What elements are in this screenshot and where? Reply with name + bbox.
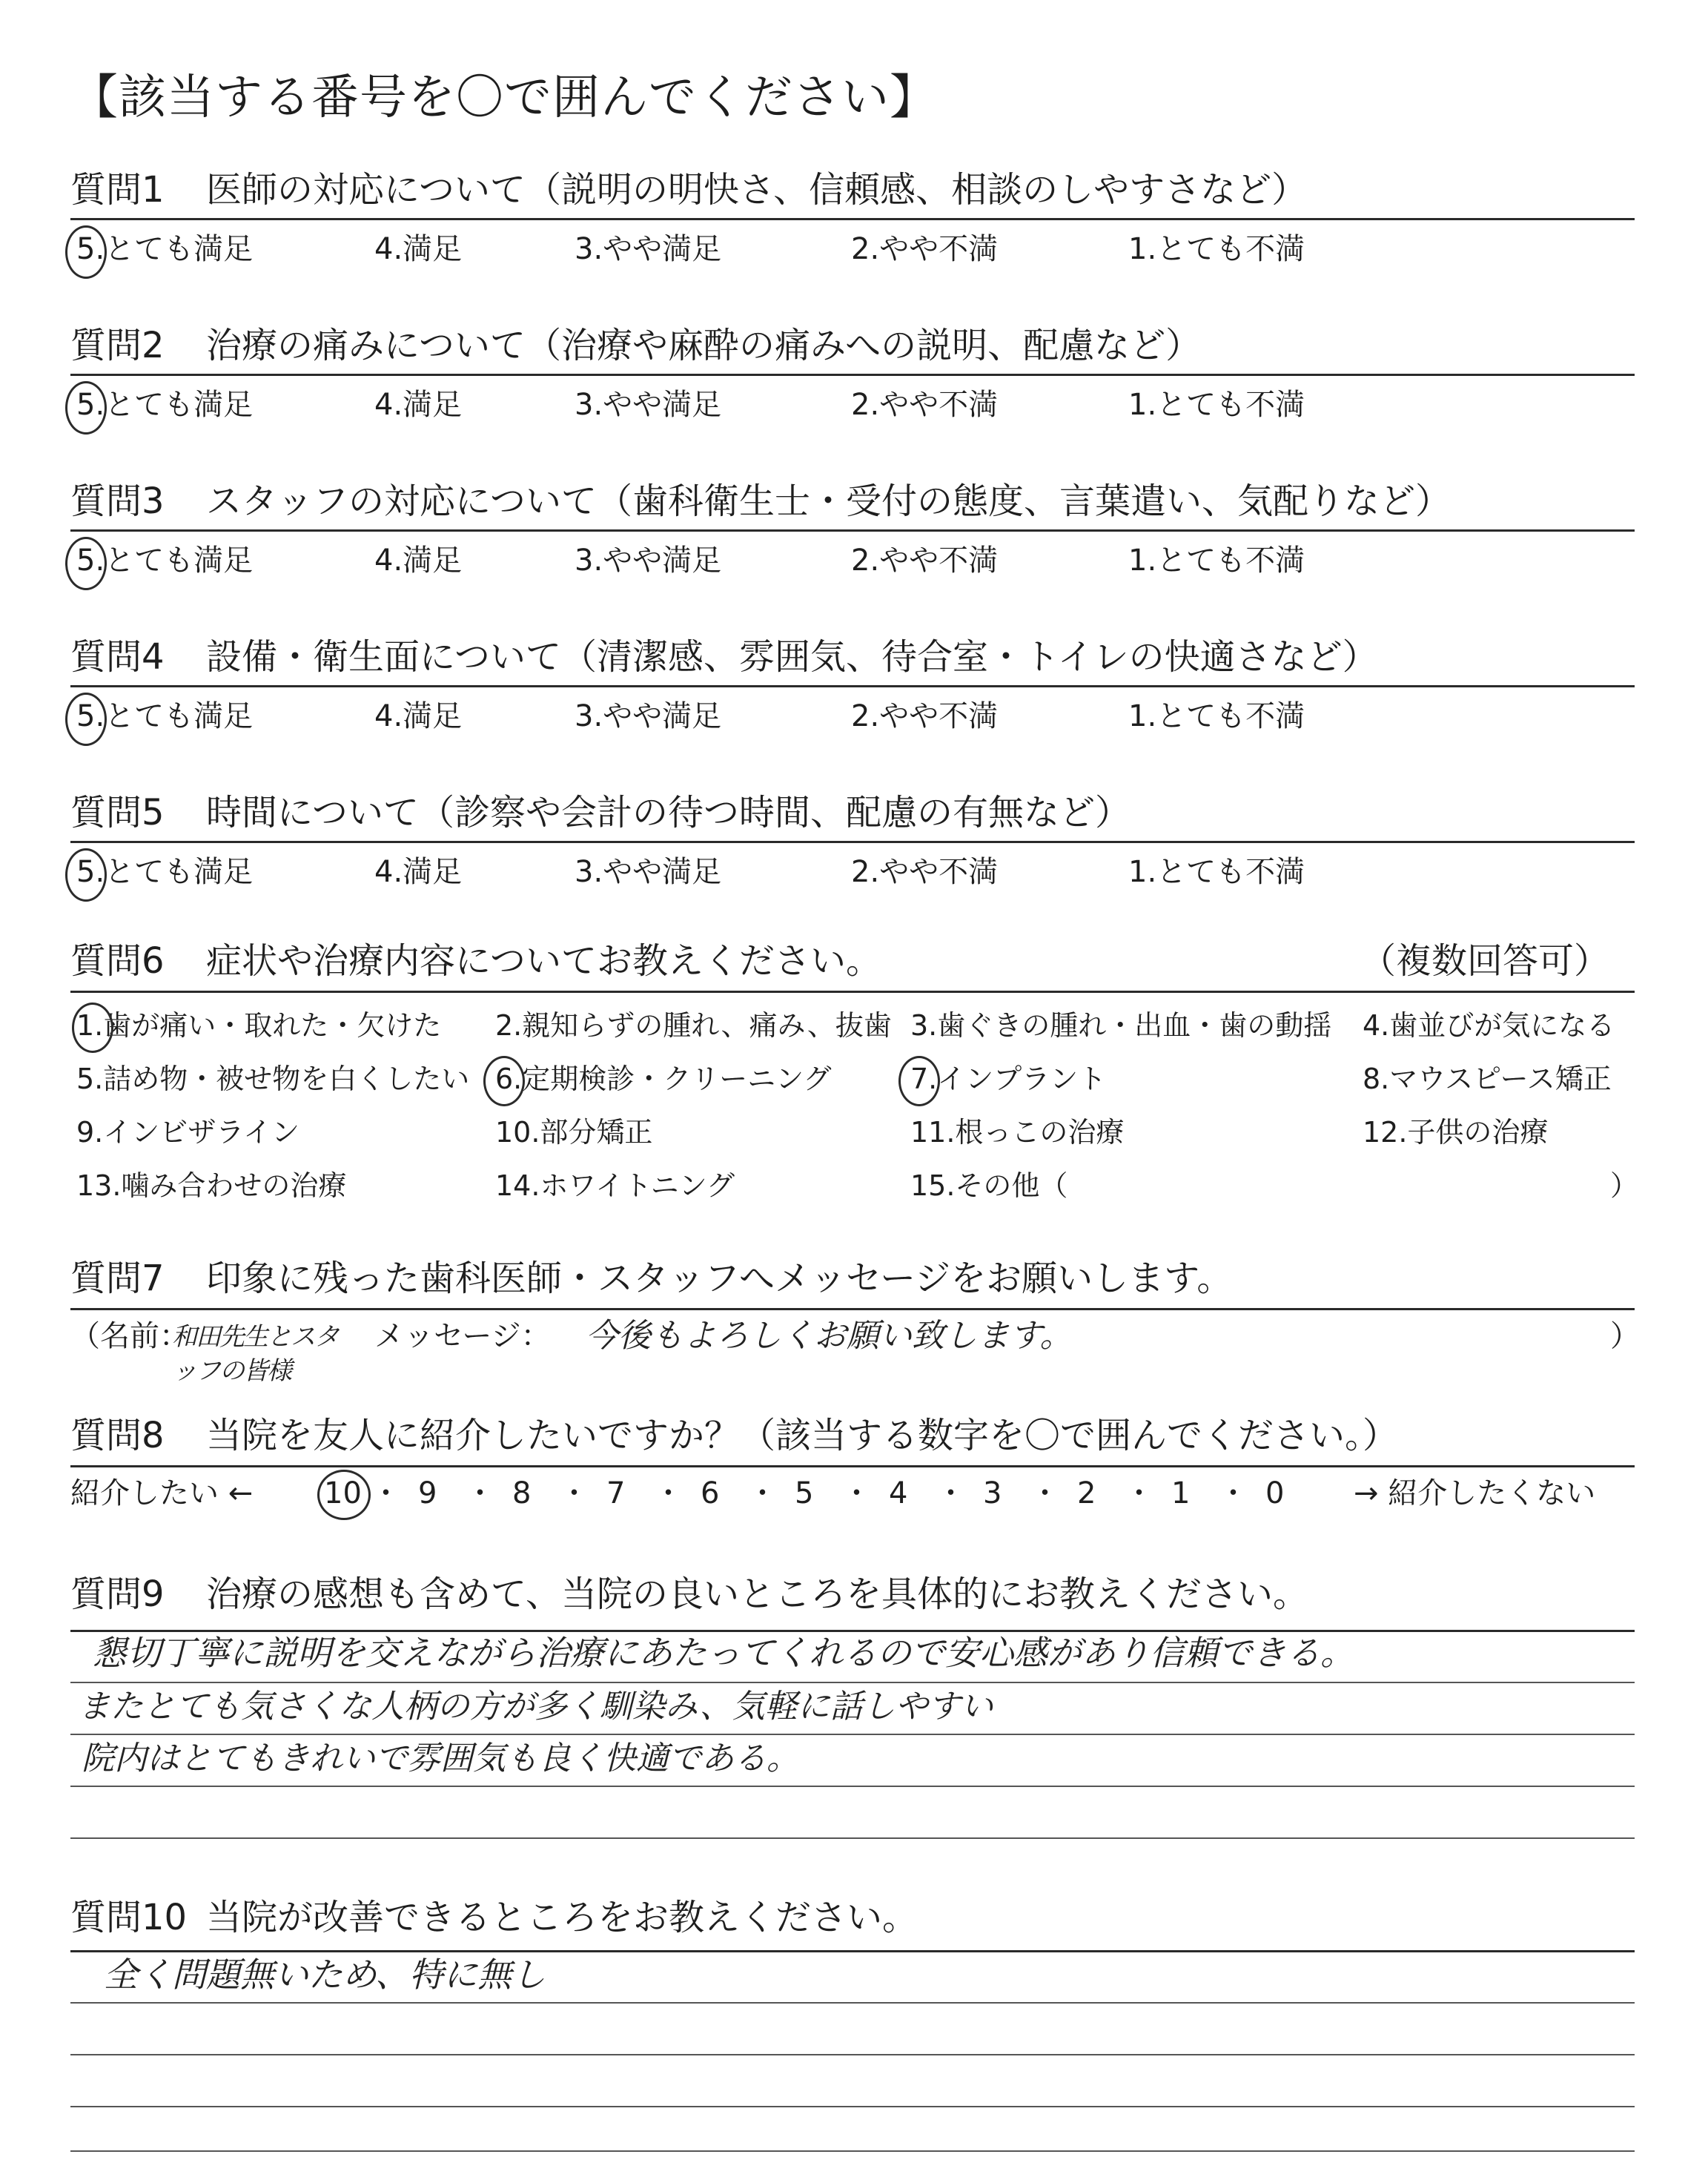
q9-answer-line-3[interactable]: 院内はとてもきれいで雰囲気も良く快適である。 bbox=[82, 1740, 799, 1777]
q6-selection-circle-7 bbox=[898, 1056, 940, 1106]
q9-label: 質問9 bbox=[70, 1573, 165, 1615]
q3-option-3[interactable]: 3.やや満足 bbox=[575, 544, 722, 578]
q6-option-14[interactable]: 14.ホワイトニング bbox=[495, 1169, 735, 1202]
q9-rule-5 bbox=[70, 1837, 1635, 1839]
q8-scale-separator: ・ bbox=[653, 1476, 683, 1510]
q5-option-2[interactable]: 2.やや不満 bbox=[851, 855, 999, 889]
q8-scale-separator: ・ bbox=[559, 1476, 589, 1510]
q6-rule bbox=[70, 991, 1635, 993]
q8-scale-3[interactable]: 3 bbox=[983, 1476, 1002, 1510]
q1-label: 質問1 bbox=[70, 169, 165, 211]
q8-right-label: → 紹介したくない bbox=[1354, 1476, 1596, 1510]
q9-rule-1 bbox=[70, 1630, 1635, 1632]
q6-option-2[interactable]: 2.親知らずの腫れ、痛み、抜歯 bbox=[495, 1009, 892, 1042]
q10-text: 当院が改善できるところをお教えください。 bbox=[206, 1897, 918, 1938]
q8-scale-10[interactable]: 10 bbox=[324, 1476, 362, 1510]
q10-rule-1 bbox=[70, 1950, 1635, 1952]
q1-option-3[interactable]: 3.やや満足 bbox=[575, 232, 722, 266]
q1-selection-circle bbox=[65, 225, 107, 279]
q8-rule bbox=[70, 1465, 1635, 1467]
q9-text: 治療の感想も含めて、当院の良いところを具体的にお教えください。 bbox=[206, 1573, 1309, 1615]
q2-text: 治療の痛みについて（治療や麻酔の痛みへの説明、配慮など） bbox=[206, 325, 1202, 366]
q8-scale-0[interactable]: 0 bbox=[1265, 1476, 1285, 1510]
q8-scale-separator: ・ bbox=[465, 1476, 495, 1510]
q7-message-value[interactable]: 今後もよろしくお願い致します。 bbox=[586, 1317, 1073, 1355]
q8-scale-4[interactable]: 4 bbox=[889, 1476, 908, 1510]
q5-option-1[interactable]: 1.とても不満 bbox=[1128, 855, 1305, 889]
q3-option-4[interactable]: 4.満足 bbox=[374, 544, 463, 578]
q8-scale-8[interactable]: 8 bbox=[512, 1476, 532, 1510]
q9-rule-4 bbox=[70, 1786, 1635, 1787]
q2-option-4[interactable]: 4.満足 bbox=[374, 388, 463, 422]
q6-option-1[interactable]: 1.歯が痛い・取れた・欠けた bbox=[76, 1009, 442, 1042]
q6-label: 質問6 bbox=[70, 940, 165, 982]
q8-text: 当院を友人に紹介したいですか？（該当する数字を〇で囲んでください。） bbox=[206, 1415, 1399, 1456]
q3-option-5[interactable]: 5.とても満足 bbox=[76, 544, 254, 578]
q8-left-label: 紹介したい ← bbox=[70, 1476, 254, 1510]
q7-close-paren: ） bbox=[1610, 1319, 1640, 1353]
q6-option-11[interactable]: 11.根っこの治療 bbox=[910, 1116, 1125, 1149]
q2-option-2[interactable]: 2.やや不満 bbox=[851, 388, 999, 422]
q6-selection-circle-1 bbox=[72, 1003, 113, 1053]
q6-option-13[interactable]: 13.噛み合わせの治療 bbox=[76, 1169, 347, 1202]
q2-option-5[interactable]: 5.とても満足 bbox=[76, 388, 254, 422]
q8-scale-2[interactable]: 2 bbox=[1077, 1476, 1096, 1510]
q1-option-5[interactable]: 5.とても満足 bbox=[76, 232, 254, 266]
q3-rule bbox=[70, 529, 1635, 532]
q7-label: 質問7 bbox=[70, 1258, 165, 1299]
q8-scale-1[interactable]: 1 bbox=[1171, 1476, 1191, 1510]
q6-selection-circle-6 bbox=[483, 1056, 525, 1106]
q8-scale-6[interactable]: 6 bbox=[701, 1476, 720, 1510]
q8-scale-9[interactable]: 9 bbox=[418, 1476, 437, 1510]
q9-answer-line-1[interactable]: 懇切丁寧に説明を交えながら治療にあたってくれるので安心感があり信頼できる。 bbox=[93, 1633, 1354, 1673]
q1-option-2[interactable]: 2.やや不満 bbox=[851, 232, 999, 266]
q2-option-3[interactable]: 3.やや満足 bbox=[575, 388, 722, 422]
q6-option-3[interactable]: 3.歯ぐきの腫れ・出血・歯の動揺 bbox=[910, 1009, 1332, 1042]
q6-option-4[interactable]: 4.歯並びが気になる bbox=[1363, 1009, 1615, 1042]
q5-option-3[interactable]: 3.やや満足 bbox=[575, 855, 722, 889]
q7-name-label: （名前： bbox=[70, 1319, 189, 1353]
q3-label: 質問3 bbox=[70, 480, 165, 522]
q1-option-4[interactable]: 4.満足 bbox=[374, 232, 463, 266]
q6-note: （複数回答可） bbox=[1360, 940, 1610, 982]
q1-text: 医師の対応について（説明の明快さ、信頼感、相談のしやすさなど） bbox=[206, 169, 1308, 211]
q4-option-5[interactable]: 5.とても満足 bbox=[76, 699, 254, 733]
q4-option-4[interactable]: 4.満足 bbox=[374, 699, 463, 733]
q5-option-4[interactable]: 4.満足 bbox=[374, 855, 463, 889]
q8-label: 質問8 bbox=[70, 1415, 165, 1456]
q4-rule bbox=[70, 685, 1635, 687]
q5-label: 質問5 bbox=[70, 792, 165, 833]
q10-rule-2 bbox=[70, 2002, 1635, 2004]
q2-label: 質問2 bbox=[70, 325, 165, 366]
q6-option-5[interactable]: 5.詰め物・被せ物を白くしたい bbox=[76, 1063, 470, 1095]
q8-scale-separator: ・ bbox=[1218, 1476, 1248, 1510]
q5-text: 時間について（診察や会計の待つ時間、配慮の有無など） bbox=[206, 792, 1131, 833]
q2-selection-circle bbox=[65, 381, 107, 435]
q2-rule bbox=[70, 374, 1635, 376]
q6-option-8[interactable]: 8.マウスピース矯正 bbox=[1363, 1063, 1612, 1095]
q10-rule-3 bbox=[70, 2054, 1635, 2055]
q6-text: 症状や治療内容についてお教えください。 bbox=[206, 940, 882, 982]
q6-option-7[interactable]: 7.インプラント bbox=[910, 1063, 1107, 1095]
q2-option-1[interactable]: 1.とても不満 bbox=[1128, 388, 1305, 422]
q9-answer-line-2[interactable]: またとても気さくな人柄の方が多く馴染み、気軽に話しやすい bbox=[78, 1688, 993, 1725]
q4-text: 設備・衛生面について（清潔感、雰囲気、待合室・トイレの快適さなど） bbox=[206, 636, 1378, 678]
q4-selection-circle bbox=[65, 693, 107, 746]
q3-text: スタッフの対応について（歯科衛生士・受付の態度、言葉遣い、気配りなど） bbox=[206, 480, 1452, 522]
q4-option-1[interactable]: 1.とても不満 bbox=[1128, 699, 1305, 733]
q3-option-2[interactable]: 2.やや不満 bbox=[851, 544, 999, 578]
q7-name-value[interactable]: 和田先生とスタッフの皆様 bbox=[172, 1322, 338, 1386]
q4-label: 質問4 bbox=[70, 636, 165, 678]
q8-selection-circle bbox=[317, 1470, 371, 1520]
q5-rule bbox=[70, 841, 1635, 843]
q6-close-paren: ） bbox=[1610, 1169, 1639, 1202]
q5-selection-circle bbox=[65, 848, 107, 902]
q4-option-2[interactable]: 2.やや不満 bbox=[851, 699, 999, 733]
q9-rule-3 bbox=[70, 1734, 1635, 1735]
q6-option-12[interactable]: 12.子供の治療 bbox=[1363, 1116, 1549, 1149]
q10-rule-5 bbox=[70, 2150, 1635, 2152]
q6-option-6[interactable]: 6.定期検診・クリーニング bbox=[495, 1063, 832, 1095]
q8-scale-separator: ・ bbox=[1030, 1476, 1060, 1510]
q8-scale-separator: ・ bbox=[371, 1476, 401, 1510]
q10-answer-line-1[interactable]: 全く問題無いため、特に無し bbox=[104, 1955, 546, 1995]
q10-label: 質問10 bbox=[70, 1897, 188, 1938]
q8-scale-separator: ・ bbox=[1124, 1476, 1154, 1510]
instruction-heading: 【該当する番号を〇で囲んでください】 bbox=[70, 70, 938, 125]
q7-text: 印象に残った歯科医師・スタッフへメッセージをお願いします。 bbox=[206, 1258, 1233, 1299]
q7-rule bbox=[70, 1308, 1635, 1310]
q3-option-1[interactable]: 1.とても不満 bbox=[1128, 544, 1305, 578]
q8-scale-separator: ・ bbox=[747, 1476, 778, 1510]
q10-rule-4 bbox=[70, 2106, 1635, 2107]
q8-scale-separator: ・ bbox=[936, 1476, 966, 1510]
q1-option-1[interactable]: 1.とても不満 bbox=[1128, 232, 1305, 266]
q3-selection-circle bbox=[65, 537, 107, 590]
q6-option-10[interactable]: 10.部分矯正 bbox=[495, 1116, 653, 1149]
q1-rule bbox=[70, 218, 1635, 220]
q7-message-label: メッセージ： bbox=[374, 1319, 551, 1353]
q5-option-5[interactable]: 5.とても満足 bbox=[76, 855, 254, 889]
q6-option-9[interactable]: 9.インビザライン bbox=[76, 1116, 300, 1149]
q8-scale-7[interactable]: 7 bbox=[606, 1476, 626, 1510]
q6-option-15[interactable]: 15.その他（ bbox=[910, 1169, 1068, 1202]
q9-rule-2 bbox=[70, 1682, 1635, 1683]
q8-scale-5[interactable]: 5 bbox=[795, 1476, 814, 1510]
q8-scale-separator: ・ bbox=[841, 1476, 872, 1510]
q4-option-3[interactable]: 3.やや満足 bbox=[575, 699, 722, 733]
